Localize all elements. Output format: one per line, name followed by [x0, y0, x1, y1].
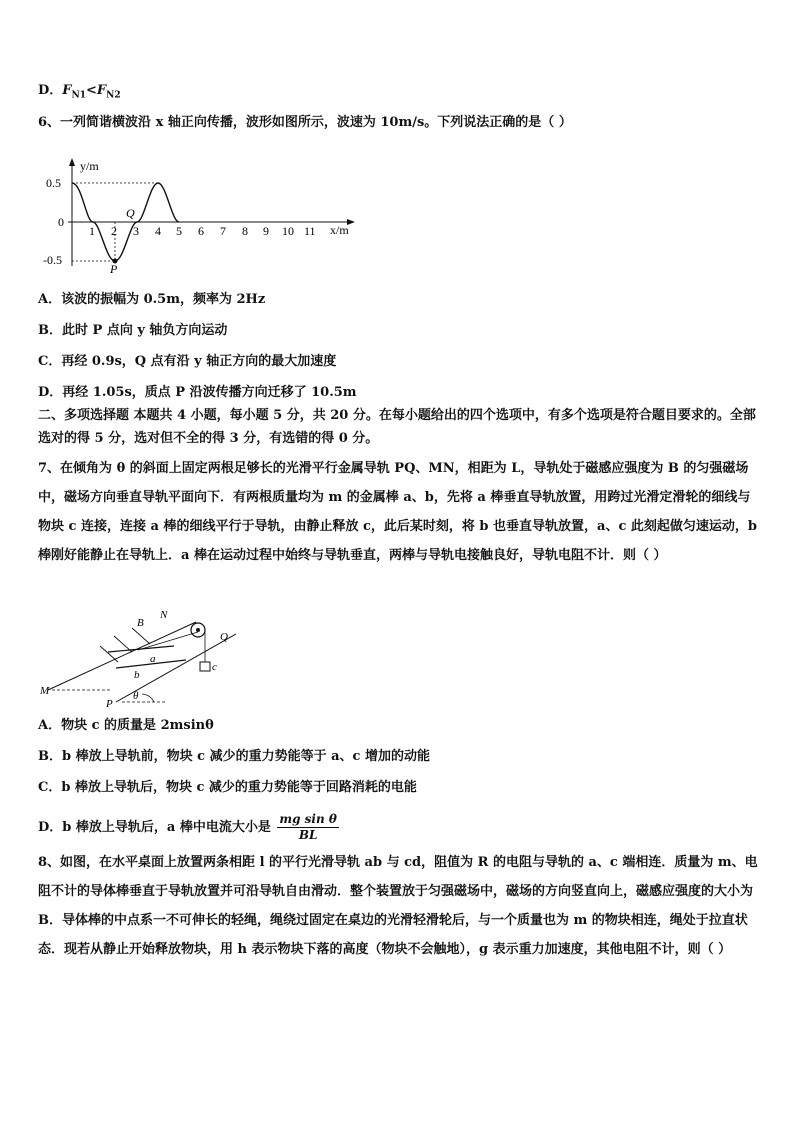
x-tick-1: 1 [89, 224, 95, 238]
force-symbol: F [96, 83, 107, 98]
point-p-label: P [110, 262, 118, 276]
subscript: N2 [106, 90, 121, 101]
y-axis-label: y/m [80, 159, 99, 173]
q8-stem: 8、如图，在水平桌面上放置两条相距 l 的平行光滑导轨 ab 与 cd，阻值为 R 的电阻与导轨的 a、c 端相连．质量为 m、电阻不计的导体棒垂直于导轨放置并可沿导轨自由滑动．整个装置放于匀强磁场中，磁场的方向竖直向上，磁感应强度的大小为 B．导体棒的中点系一不可伸长的轻绳，绳绕过固定在桌边的光滑轻滑轮后，与一个质量也为 m 的物块相连，绳处于拉直状态．现若从静止开始释放物块，用 h 表示物块下落的高度（物块不会触地），g 表示重力加速度，其他电阻不计，则（ ） [38, 855, 758, 957]
y-tick-neg-0-5: -0.5 [43, 253, 62, 267]
q7-incline-figure [38, 610, 238, 710]
fraction-denominator: BL [298, 828, 318, 842]
label-p: P [106, 698, 113, 710]
label-q: Q [220, 631, 228, 643]
force-symbol: F [62, 83, 72, 98]
option-prefix: D． [38, 83, 63, 98]
label-b-field: B [137, 617, 144, 629]
label-n: N [160, 610, 168, 621]
q7-option-c: C．b 棒放上导轨后，物块 c 减少的重力势能等于回路消耗的电能 [38, 780, 417, 795]
fraction [277, 812, 339, 843]
x-tick-6: 6 [198, 224, 204, 238]
fraction-numerator: mg sin θ [279, 812, 337, 826]
x-tick-3: 3 [133, 224, 139, 238]
q6-option-a: A．该波的振幅为 0.5m，频率为 2Hz [38, 292, 266, 307]
label-rod-a: a [150, 653, 156, 665]
less-than: < [86, 83, 97, 98]
block-c [200, 662, 210, 671]
x-tick-5: 5 [176, 224, 182, 238]
label-block-c: c [212, 661, 217, 673]
x-tick-7: 7 [220, 224, 226, 238]
x-axis-label: x/m [330, 223, 349, 237]
q6-option-c: C．再经 0.9s，Q 点有沿 y 轴正方向的最大加速度 [38, 354, 337, 369]
label-rod-b: b [134, 669, 140, 681]
q7-option-b: B．b 棒放上导轨前，物块 c 减少的重力势能等于 a、c 增加的动能 [38, 749, 430, 764]
y-tick-0-5: 0.5 [46, 176, 61, 190]
q7-option-d [38, 812, 758, 843]
q6-option-b: B．此时 P 点向 y 轴负方向运动 [38, 323, 228, 338]
q6-wave-graph [38, 156, 358, 276]
q7-stem: 7、在倾角为 θ 的斜面上固定两根足够长的光滑平行金属导轨 PQ、MN，相距为 L，导轨处于磁感应强度为 B 的匀强磁场中，磁场方向垂直导轨平面向下．有两根质量均为 m 的金属棒 a、b，先将 a 棒垂直导轨放置，用跨过光滑定滑轮的细线与物块 c 连接，连接 a 棒的细线平行于导轨，由静止释放 c，此后某时刻，将 b 也垂直导轨放置，a、c 此刻起做匀速运动，b 棒刚好能静止在导轨上．a 棒在运动过程中始终与导轨垂直，两棒与导轨电接触良好，导轨电阻不计．则（ ） [38, 461, 757, 563]
q7-option-a: A．物块 c 的质量是 2msinθ [38, 718, 214, 733]
label-m: M [40, 685, 50, 697]
x-tick-2: 2 [111, 224, 117, 238]
q5-option-d [38, 80, 758, 107]
section-2-header: 二、多项选择题 本题共 4 小题，每小题 5 分，共 20 分。在每小题给出的四个选项中，有多个选项是符合题目要求的。全部选对的得 5 分，选对但不全的得 3 分，有选错的得 0 分。 [38, 408, 756, 446]
q6-option-d: D．再经 1.05s，质点 P 沿波传播方向迁移了 10.5m [38, 385, 357, 400]
point-q-label: Q [126, 206, 135, 220]
y-tick-0: 0 [58, 215, 64, 229]
option-d-text: D．b 棒放上导轨后，a 棒中电流大小是 [38, 820, 271, 835]
x-tick-4: 4 [155, 224, 161, 238]
x-tick-10: 10 [282, 224, 294, 238]
subscript: N1 [71, 90, 87, 101]
label-theta: θ [133, 690, 139, 702]
x-tick-9: 9 [263, 224, 269, 238]
q6-stem: 6、一列简谐横波沿 x 轴正向传播，波形如图所示，波速为 10m/s。下列说法正确的是（ ） [38, 115, 572, 130]
x-tick-11: 11 [304, 224, 316, 238]
x-tick-8: 8 [242, 224, 248, 238]
